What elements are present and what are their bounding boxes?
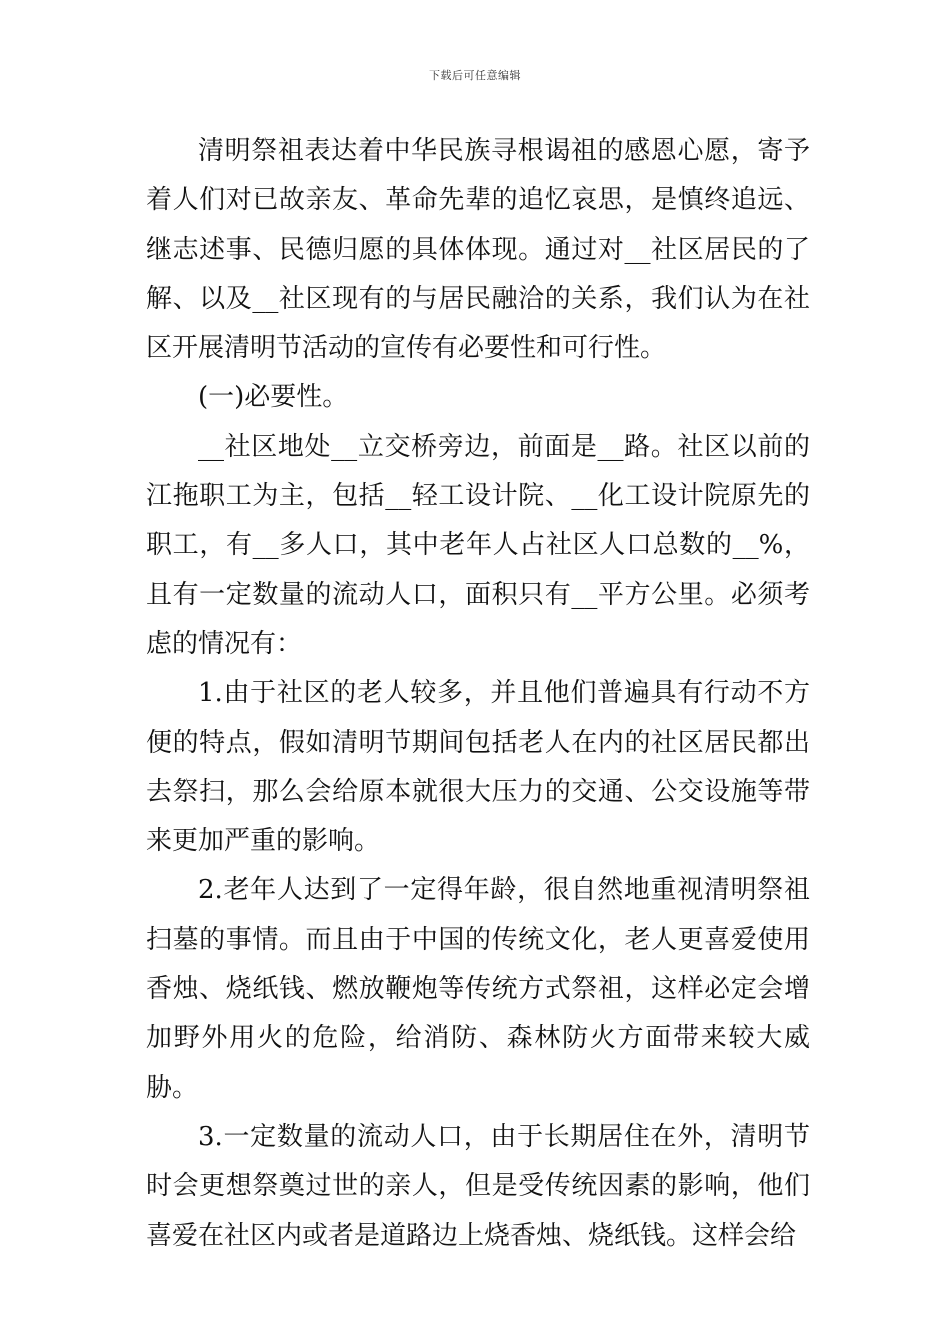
document-body <box>146 127 810 1261</box>
page-header-note: 下载后可任意编辑 <box>429 69 521 82</box>
paragraph-community-overview: __社区地处__立交桥旁边，前面是__路。社区以前的江拖职工为主，包括__轻工设计院、__化工设计院原先的职工，有__多人口，其中老年人占社区人口总数的__%，且有一定数量的流动人口，面积只有__平方公里。必须考虑的情况有： <box>146 431 810 659</box>
section-heading-necessity: (一)必要性。 <box>198 382 349 413</box>
paragraph-intro: 清明祭祖表达着中华民族寻根谒祖的感恩心愿，寄予着人们对已故亲友、革命先辈的追忆哀思，是慎终追远、继志述事、民德归愿的具体体现。通过对__社区居民的了解、以及__社区现有的与居民融洽的关系，我们认为在社区开展清明节活动的宣传有必要性和可行性。 <box>146 136 810 364</box>
paragraph-item-3: 3.一定数量的流动人口，由于长期居住在外，清明节时会更想祭奠过世的亲人，但是受传统因素的影响，他们喜爱在社区内或者是道路边上烧香烛、烧纸钱。这样会给 <box>146 1121 810 1251</box>
paragraph-item-2: 2.老年人达到了一定得年龄，很自然地重视清明祭祖扫墓的事情。而且由于中国的传统文化，老人更喜爱使用香烛、烧纸钱、燃放鞭炮等传统方式祭祖，这样必定会增加野外用火的危险，给消防、森林防火方面带来较大威胁。 <box>146 875 810 1103</box>
paragraph-item-1: 1.由于社区的老人较多，并且他们普遍具有行动不方便的特点，假如清明节期间包括老人在内的社区居民都出去祭扫，那么会给原本就很大压力的交通、公交设施等带来更加严重的影响。 <box>146 678 810 857</box>
